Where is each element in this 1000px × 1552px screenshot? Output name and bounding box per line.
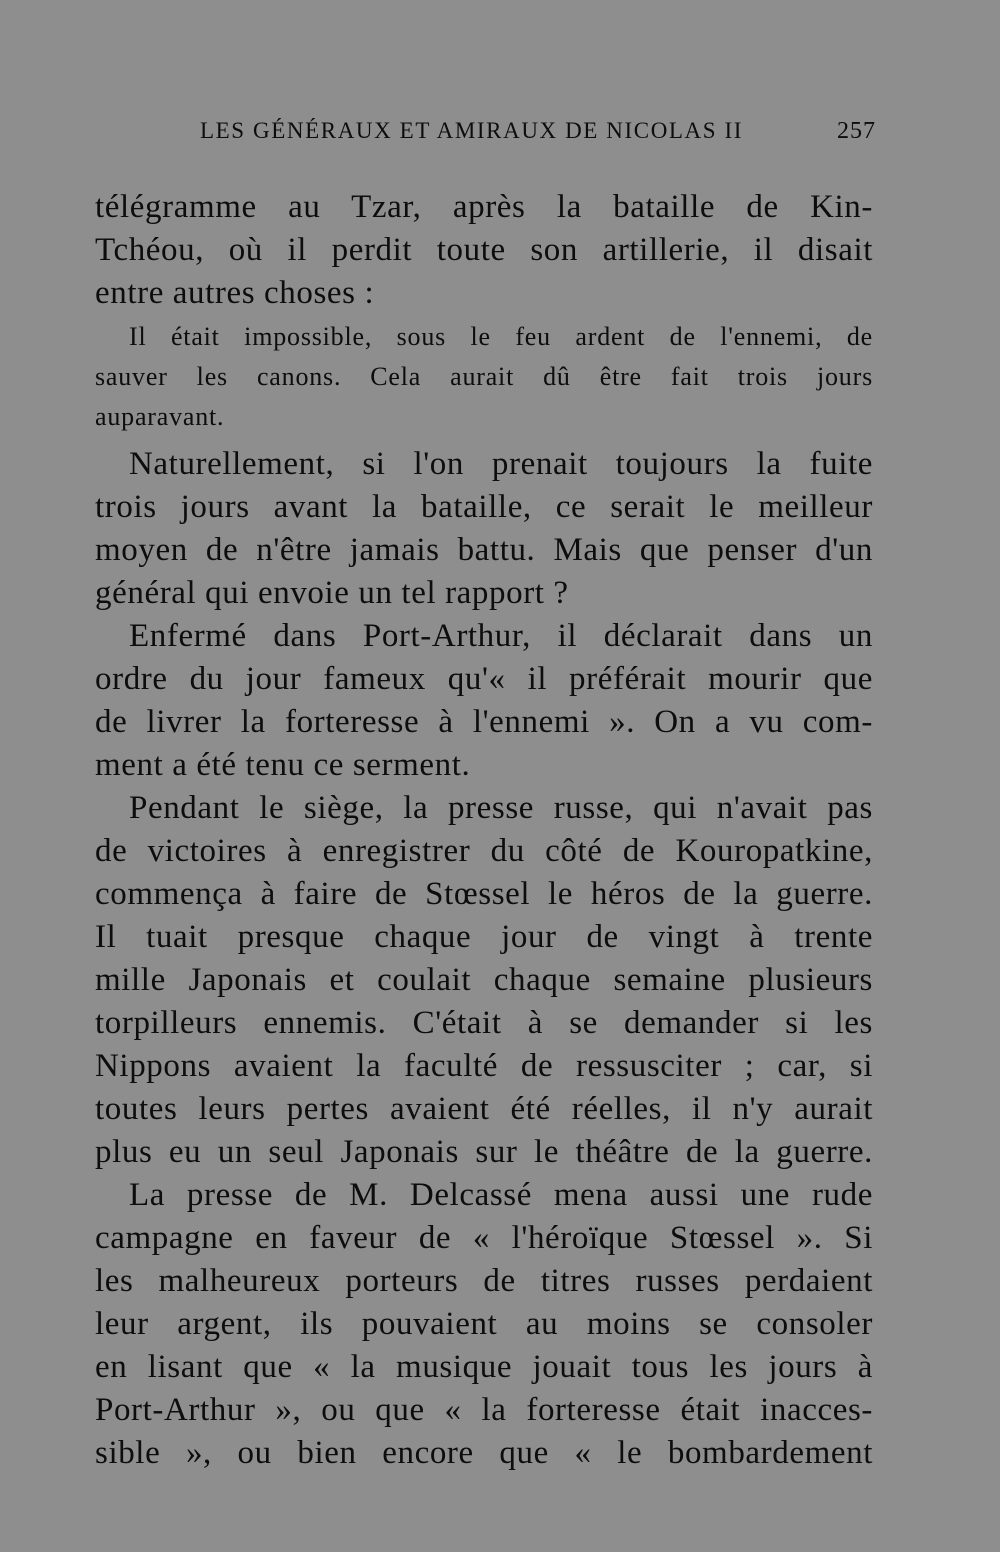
text-line: en lisant que « la musique jouait tous les jours à	[95, 1349, 873, 1385]
text-line: Tchéou, où il perdit toute son artillerie, il disait	[95, 232, 873, 268]
text-line: toutes leurs pertes avaient été réelles, il n'y aurait	[95, 1091, 873, 1127]
quote-line: sauver les canons. Cela aurait dû être fait trois jours	[95, 362, 873, 391]
text-line: moyen de n'être jamais battu. Mais que penser d'un	[95, 532, 873, 568]
text-line: Enfermé dans Port-Arthur, il déclarait dans un	[129, 618, 873, 654]
running-title: LES GÉNÉRAUX ET AMIRAUX DE NICOLAS II	[200, 118, 744, 143]
text-line: commença à faire de Stœssel le héros de la guerre.	[95, 876, 873, 912]
text-line: Il tuait presque chaque jour de vingt à trente	[95, 919, 873, 955]
text-line: La presse de M. Delcassé mena aussi une rude	[129, 1177, 873, 1213]
text-line: Pendant le siège, la presse russe, qui n'avait pas	[129, 790, 873, 826]
text-line: les malheureux porteurs de titres russes perdaient	[95, 1263, 873, 1299]
text-line: leur argent, ils pouvaient au moins se consoler	[95, 1306, 873, 1342]
paragraph-4	[95, 787, 873, 1174]
text-line: trois jours avant la bataille, ce serait le meilleur	[95, 489, 873, 525]
text-line: plus eu un seul Japonais sur le théâtre de la guerre.	[95, 1134, 873, 1170]
text-line: campagne en faveur de « l'héroïque Stœssel ». Si	[95, 1220, 873, 1256]
text-line: mille Japonais et coulait chaque semaine plusieurs	[95, 962, 873, 998]
text-line: de livrer la forteresse à l'ennemi ». On a vu com-	[95, 704, 873, 740]
quote-line: Il était impossible, sous le feu ardent de l'ennemi, de	[129, 322, 873, 351]
text-line: Port-Arthur », ou que « la forteresse était inacces-	[95, 1392, 873, 1428]
text-line: ment a été tenu ce serment.	[95, 747, 471, 783]
text-line: sible », ou bien encore que « le bombardement	[95, 1435, 873, 1471]
page-header	[200, 118, 880, 158]
text-line: ordre du jour fameux qu'« il préférait mourir que	[95, 661, 873, 697]
text-line: entre autres choses :	[95, 275, 375, 311]
text-line: Nippons avaient la faculté de ressusciter ; car, si	[95, 1048, 873, 1084]
text-line: Naturellement, si l'on prenait toujours la fuite	[129, 446, 873, 482]
text-line: torpilleurs ennemis. C'était à se demander si les	[95, 1005, 873, 1041]
paragraph-1	[95, 186, 873, 315]
text-line: télégramme au Tzar, après la bataille de Kin-	[95, 189, 873, 225]
paragraph-5	[95, 1174, 873, 1475]
quoted-telegram	[95, 317, 873, 437]
paragraph-2	[95, 443, 873, 615]
text-line: général qui envoie un tel rapport ?	[95, 575, 569, 611]
page-number: 257	[837, 118, 876, 144]
quote-line: auparavant.	[95, 402, 225, 431]
paragraph-3	[95, 615, 873, 787]
page-body	[95, 186, 873, 1475]
text-line: de victoires à enregistrer du côté de Kouropatkine,	[95, 833, 873, 869]
